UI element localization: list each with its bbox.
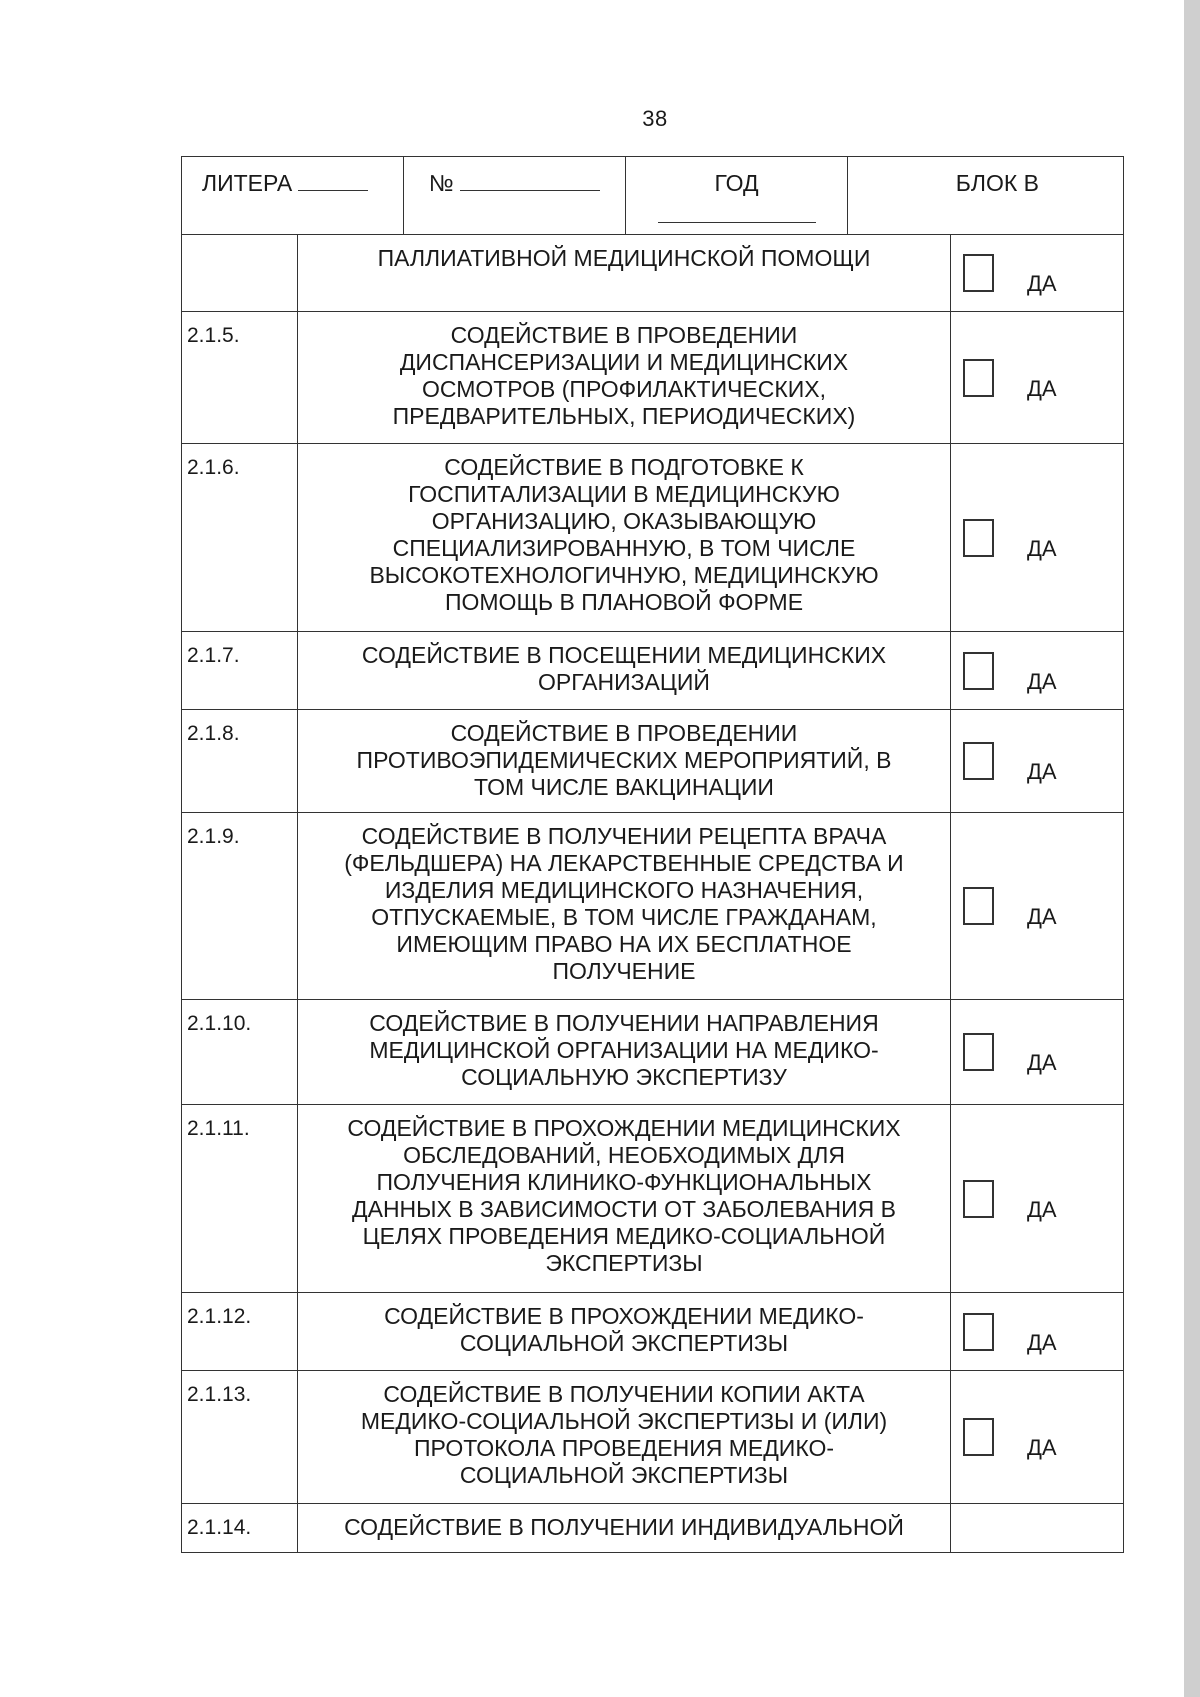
year-field[interactable] [658, 222, 816, 223]
form-header [182, 157, 1123, 235]
row-check-cell [951, 710, 1123, 812]
row-text: ПАЛЛИАТИВНОЙ МЕДИЦИНСКОЙ ПОМОЩИ [298, 235, 951, 311]
form-table [181, 156, 1124, 1553]
litera-label: ЛИТЕРА [202, 170, 293, 196]
row-check-cell [951, 1000, 1123, 1104]
header-litera-cell [182, 157, 404, 234]
yes-label: ДА [1027, 668, 1057, 694]
row-number: 2.1.11. [182, 1105, 298, 1292]
row-text: СОДЕЙСТВИЕ В ПОСЕЩЕНИИ МЕДИЦИНСКИХ ОРГАНИЗАЦИЙ [298, 632, 951, 709]
row-number: 2.1.10. [182, 1000, 298, 1104]
yes-label: ДА [1027, 1435, 1057, 1460]
row-number: 2.1.13. [182, 1371, 298, 1503]
yes-checkbox[interactable] [963, 652, 994, 690]
yes-checkbox[interactable] [963, 1418, 994, 1456]
table-row [182, 1000, 1123, 1105]
row-text: СОДЕЙСТВИЕ В ПОЛУЧЕНИИ НАПРАВЛЕНИЯ МЕДИЦИНСКОЙ ОРГАНИЗАЦИИ НА МЕДИКО- СОЦИАЛЬНУЮ ЭКСПЕРТИЗУ [298, 1000, 951, 1104]
yes-checkbox[interactable] [963, 519, 994, 557]
header-year-cell [626, 157, 848, 234]
number-label: № [429, 170, 454, 196]
row-text: СОДЕЙСТВИЕ В ПОЛУЧЕНИИ КОПИИ АКТА МЕДИКО-СОЦИАЛЬНОЙ ЭКСПЕРТИЗЫ И (ИЛИ) ПРОТОКОЛА ПРОВЕДЕНИЯ МЕДИКО- СОЦИАЛЬНОЙ ЭКСПЕРТИЗЫ [298, 1371, 951, 1503]
row-check-cell [951, 235, 1123, 311]
row-number: 2.1.8. [182, 710, 298, 812]
table-row [182, 632, 1123, 710]
row-text: СОДЕЙСТВИЕ В ПОЛУЧЕНИИ РЕЦЕПТА ВРАЧА (ФЕЛЬДШЕРА) НА ЛЕКАРСТВЕННЫЕ СРЕДСТВА И ИЗДЕЛИЯ МЕДИЦИНСКОГО НАЗНАЧЕНИЯ, ОТПУСКАЕМЫЕ, В ТОМ ЧИСЛЕ ГРАЖДАНАМ, ИМЕЮЩИМ ПРАВО НА ИХ БЕСПЛАТНОЕ ПОЛУЧЕНИЕ [298, 813, 951, 999]
row-number: 2.1.14. [182, 1504, 298, 1552]
row-number: 2.1.5. [182, 312, 298, 443]
table-row [182, 1105, 1123, 1293]
table-row [182, 1504, 1123, 1552]
yes-label: ДА [1027, 904, 1057, 929]
row-number: 2.1.6. [182, 444, 298, 631]
row-check-cell [951, 632, 1123, 709]
row-text: СОДЕЙСТВИЕ В ПРОВЕДЕНИИ ДИСПАНСЕРИЗАЦИИ И МЕДИЦИНСКИХ ОСМОТРОВ (ПРОФИЛАКТИЧЕСКИХ, ПРЕДВАРИТЕЛЬНЫХ, ПЕРИОДИЧЕСКИХ) [298, 312, 951, 443]
row-number [182, 235, 298, 311]
yes-checkbox[interactable] [963, 887, 994, 925]
table-row [182, 813, 1123, 1000]
row-text: СОДЕЙСТВИЕ В ПРОХОЖДЕНИИ МЕДИКО- СОЦИАЛЬНОЙ ЭКСПЕРТИЗЫ [298, 1293, 951, 1370]
row-check-cell [951, 312, 1123, 443]
yes-label: ДА [1027, 759, 1057, 784]
page-edge [1184, 0, 1200, 1697]
table-row [182, 235, 1123, 312]
form-rows [182, 235, 1123, 1552]
table-row [182, 1293, 1123, 1371]
litera-field[interactable] [298, 190, 368, 191]
row-check-cell [951, 444, 1123, 631]
row-check-cell [951, 1371, 1123, 1503]
yes-label: ДА [1027, 535, 1057, 561]
yes-checkbox[interactable] [963, 742, 994, 780]
year-label: ГОД [714, 170, 759, 196]
row-check-cell [951, 813, 1123, 999]
row-check-cell [951, 1293, 1123, 1370]
yes-label: ДА [1027, 1196, 1057, 1222]
yes-checkbox[interactable] [963, 1313, 994, 1351]
header-block-cell [848, 157, 1123, 234]
yes-label: ДА [1027, 1050, 1057, 1075]
row-text: СОДЕЙСТВИЕ В ПОДГОТОВКЕ К ГОСПИТАЛИЗАЦИИ В МЕДИЦИНСКУЮ ОРГАНИЗАЦИЮ, ОКАЗЫВАЮЩУЮ СПЕЦИАЛИЗИРОВАННУЮ, В ТОМ ЧИСЛЕ ВЫСОКОТЕХНОЛОГИЧНУЮ, МЕДИЦИНСКУЮ ПОМОЩЬ В ПЛАНОВОЙ ФОРМЕ [298, 444, 951, 631]
header-number-cell [404, 157, 626, 234]
row-number: 2.1.12. [182, 1293, 298, 1370]
block-label: БЛОК В [955, 170, 1039, 196]
yes-label: ДА [1027, 271, 1057, 296]
row-check-cell [951, 1504, 1123, 1552]
page-number: 38 [642, 106, 668, 131]
yes-label: ДА [1027, 375, 1057, 401]
yes-checkbox[interactable] [963, 254, 994, 292]
row-number: 2.1.7. [182, 632, 298, 709]
yes-checkbox[interactable] [963, 1033, 994, 1071]
row-text: СОДЕЙСТВИЕ В ПОЛУЧЕНИИ ИНДИВИДУАЛЬНОЙ [298, 1504, 951, 1552]
table-row [182, 710, 1123, 813]
yes-checkbox[interactable] [963, 359, 994, 397]
row-number: 2.1.9. [182, 813, 298, 999]
yes-label: ДА [1027, 1329, 1057, 1355]
table-row [182, 444, 1123, 632]
table-row [182, 312, 1123, 444]
row-text: СОДЕЙСТВИЕ В ПРОВЕДЕНИИ ПРОТИВОЭПИДЕМИЧЕСКИХ МЕРОПРИЯТИЙ, В ТОМ ЧИСЛЕ ВАКЦИНАЦИИ [298, 710, 951, 812]
row-text: СОДЕЙСТВИЕ В ПРОХОЖДЕНИИ МЕДИЦИНСКИХ ОБСЛЕДОВАНИЙ, НЕОБХОДИМЫХ ДЛЯ ПОЛУЧЕНИЯ КЛИНИКО-ФУНКЦИОНАЛЬНЫХ ДАННЫХ В ЗАВИСИМОСТИ ОТ ЗАБОЛЕВАНИЯ В ЦЕЛЯХ ПРОВЕДЕНИЯ МЕДИКО-СОЦИАЛЬНОЙ ЭКСПЕРТИЗЫ [298, 1105, 951, 1292]
table-row [182, 1371, 1123, 1504]
yes-checkbox[interactable] [963, 1180, 994, 1218]
row-check-cell [951, 1105, 1123, 1292]
number-field[interactable] [460, 190, 600, 191]
